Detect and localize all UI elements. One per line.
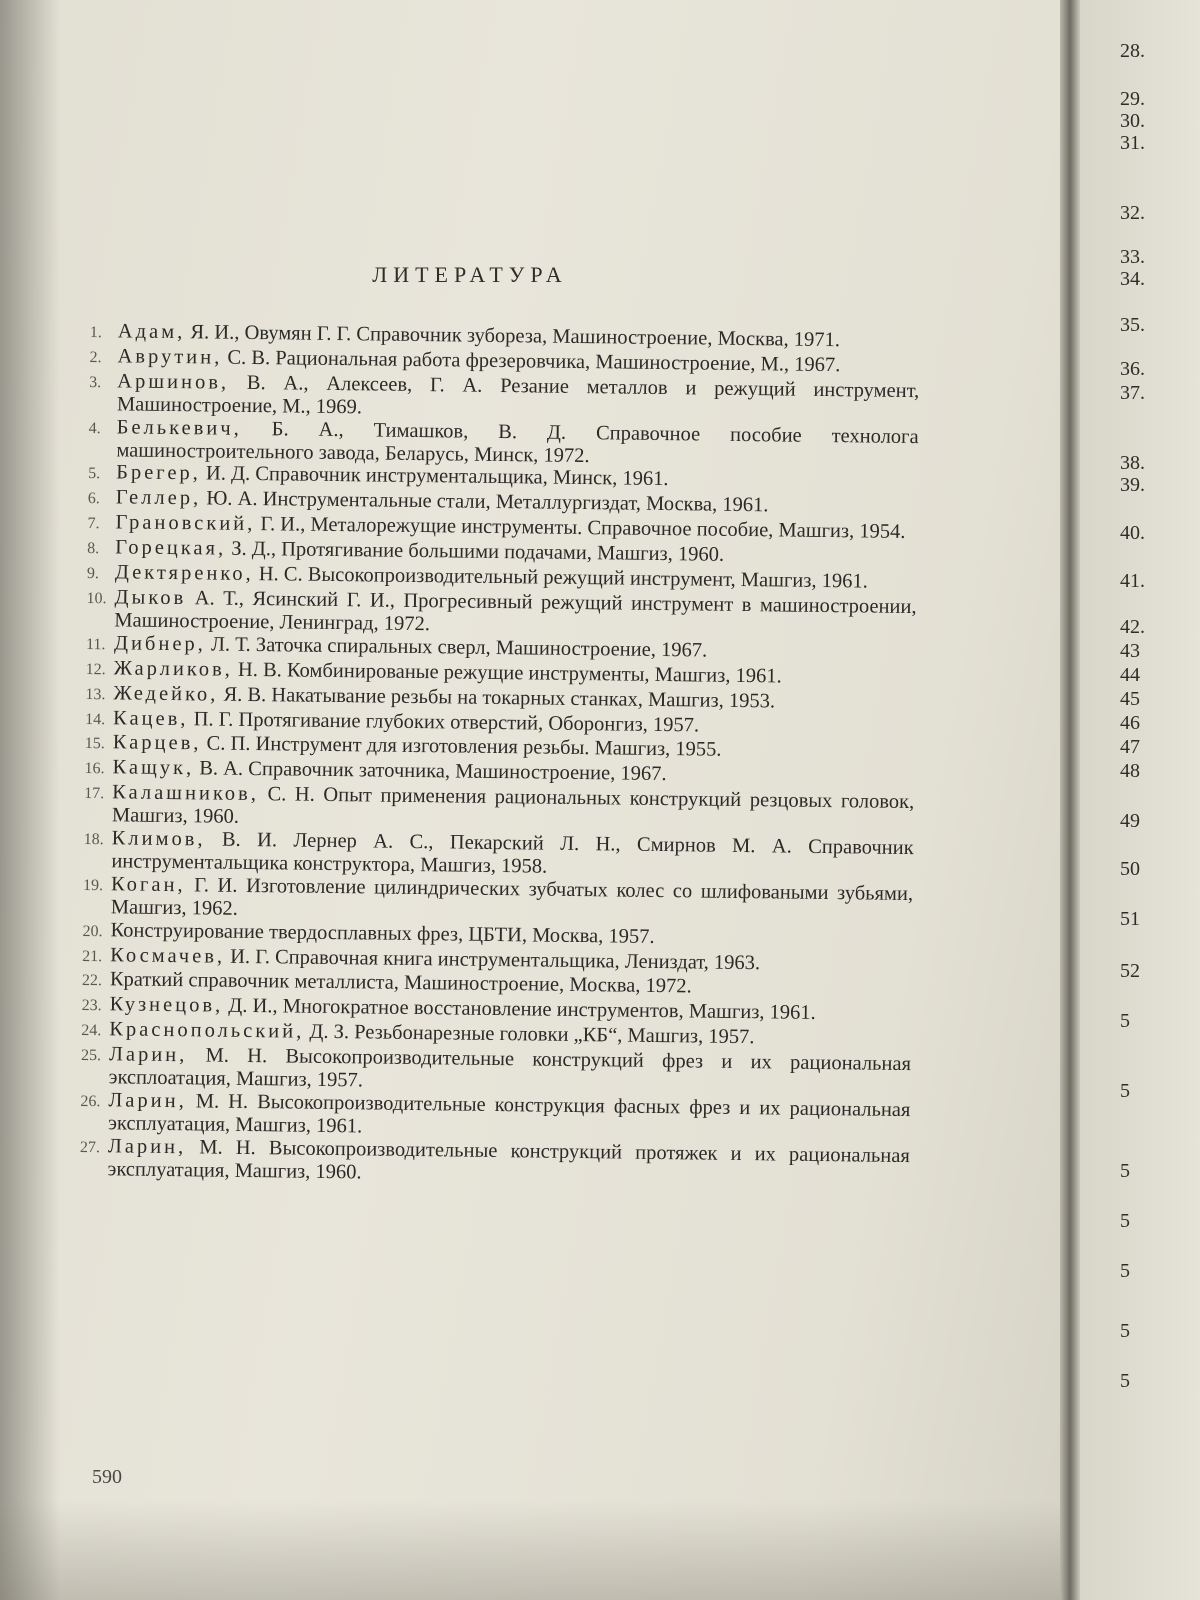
reference-item — [79, 1135, 909, 1191]
reference-number: 6. — [87, 490, 100, 508]
reference-number: 16. — [84, 760, 105, 778]
reference-number: 4. — [88, 419, 101, 437]
right-page-ref-number: 31. — [1120, 132, 1145, 154]
right-page-ref-number: 49 — [1120, 810, 1140, 832]
page-shadow — [0, 0, 60, 1600]
reference-number: 13. — [85, 685, 106, 703]
reference-number: 26. — [80, 1092, 101, 1111]
reference-author: Брегер, — [116, 461, 201, 485]
reference-details: Я. В. Накатывание резьбы на токарных станках, Машгиз, 1953. — [223, 683, 776, 712]
page-number: 590 — [92, 1466, 122, 1488]
right-page-ref-number: 5 — [1120, 1160, 1130, 1182]
reference-author: Краснопольский, — [109, 1018, 305, 1043]
reference-number: 14. — [85, 710, 106, 728]
right-page — [1080, 0, 1200, 1600]
reference-number: 23. — [81, 997, 102, 1015]
reference-number: 2. — [89, 348, 102, 367]
reference-author: Дектяренко, — [114, 561, 254, 586]
reference-details: А. Т., Ясинский Г. И., Прогресивный режущий инструмент в машиностроении, Машиностроение, Ленинград, 1972. — [114, 587, 917, 636]
reference-number: 7. — [87, 515, 100, 533]
reference-number: 8. — [87, 540, 100, 558]
right-page-ref-number: 34. — [1120, 268, 1145, 290]
reference-details: Краткий справочник металлиста, Машиностроение, Москва, 1972. — [109, 968, 692, 998]
reference-author: Ларин, — [107, 1135, 187, 1159]
right-page-ref-number: 29. — [1120, 88, 1145, 110]
reference-details: Я. И., Овумян Г. Г. Справочник зубореза, Машиностроение, Москва, 1971. — [190, 321, 841, 352]
right-page-ref-number: 45 — [1120, 688, 1140, 710]
reference-details: И. Д. Справочник инструментальщика, Минск, 1961. — [205, 462, 669, 491]
reference-author: Кацев, — [113, 706, 189, 730]
right-page-ref-number: 5 — [1120, 1010, 1130, 1032]
reference-author: Калашников, — [112, 781, 260, 806]
reference-number: 19. — [82, 876, 104, 895]
reference-number: 9. — [86, 565, 100, 583]
right-page-ref-number: 50 — [1120, 858, 1140, 880]
reference-author: Аврутин, — [117, 345, 223, 369]
reference-number: 21. — [82, 947, 103, 965]
right-page-ref-number: 52 — [1120, 960, 1140, 982]
reference-author: Жарликов, — [113, 657, 234, 681]
reference-details: В. А. Справочник заточника, Машиностроение, 1967. — [199, 757, 667, 786]
reference-details: С. П. Инструмент для изготовления резьбы. Машгиз, 1955. — [206, 732, 722, 762]
right-page-ref-number: 32. — [1120, 202, 1145, 224]
reference-author: Аршинов, — [117, 370, 230, 394]
reference-number: 17. — [84, 785, 105, 803]
reference-details: М. Н. Высокопроизводительные конструкций протяжек и их рациональная эксплуатация, Машгиз, 1960. — [107, 1136, 910, 1184]
right-page-ref-number: 37. — [1120, 382, 1145, 404]
right-page-ref-number: 5 — [1120, 1320, 1130, 1342]
reference-details: В. И. Лернер А. С., Пекарский Л. Н., Смирнов М. А. Справочник инструментальщика конструктора, Машгиз, 1958. — [111, 828, 914, 878]
reference-number: 11. — [85, 635, 106, 653]
right-page-ref-number: 46 — [1120, 712, 1140, 734]
reference-details: Г. И., Металорежущие инструменты. Справочное пособие, Машгиз, 1954. — [260, 513, 906, 544]
reference-number: 3. — [89, 373, 102, 391]
right-page-ref-number: 41. — [1120, 570, 1145, 592]
reference-number: 18. — [83, 830, 104, 849]
book-gutter — [1060, 0, 1080, 1600]
reference-details: Конструирование твердосплавных фрез, ЦБТИ, Москва, 1957. — [110, 918, 655, 948]
reference-details: Г. И. Изготовление цилиндрических зубчатых колес со шлифоваными зубьями, Машгиз, 1962. — [110, 874, 914, 920]
reference-author: Белькевич, — [116, 415, 242, 440]
reference-details: Б. А., Тимашков, В. Д. Справочное пособие технолога машиностроительного завода, Беларусь, Минск, 1972. — [116, 417, 919, 467]
reference-details: Н. В. Комбинированые режущие инструменты, Машгиз, 1961. — [237, 658, 782, 688]
reference-author: Дыков — [114, 586, 187, 610]
reference-author: Климов, — [111, 827, 206, 851]
reference-author: Коган, — [110, 873, 186, 897]
reference-author: Адам, — [117, 320, 186, 344]
reference-details: П. Г. Протягивание глубоких отверстий, Оборонгиз, 1957. — [193, 707, 700, 736]
right-page-ref-number: 28. — [1120, 40, 1145, 62]
reference-details: Ю. А. Инструментальные стали, Металлургиздат, Москва, 1961. — [206, 487, 769, 517]
right-page-ref-number: 43 — [1120, 640, 1140, 662]
right-page-ref-number: 5 — [1120, 1210, 1130, 1232]
reference-details: Д. И., Многократное восстановление инструментов, Машгиз, 1961. — [228, 995, 816, 1025]
right-page-ref-number: 38. — [1120, 452, 1145, 474]
reference-details: С. В. Рациональная работа фрезеровчика, Машиностроение, М., 1967. — [227, 346, 841, 377]
right-page-ref-number: 33. — [1120, 246, 1145, 268]
right-page-ref-number: 5 — [1120, 1370, 1130, 1392]
page-title: ЛИТЕРАТУРА — [372, 262, 568, 287]
right-page-ref-number: 39. — [1120, 474, 1145, 496]
reference-author: Грановский, — [115, 511, 256, 536]
reference-author: Жедейко, — [113, 681, 219, 706]
reference-author: Ларин, — [108, 1043, 188, 1067]
reference-number: 10. — [86, 589, 107, 608]
reference-details: И. Г. Справочная книга инструментальщика, Лениздат, 1963. — [230, 945, 761, 974]
right-page-ref-number: 5 — [1120, 1080, 1130, 1102]
right-page-ref-number: 48 — [1120, 760, 1140, 782]
reference-author: Кузнецов, — [109, 993, 224, 1018]
right-page-ref-number: 36. — [1120, 358, 1145, 380]
reference-number: 27. — [79, 1138, 100, 1156]
reference-details: Д. З. Резьбонарезные головки „КБ“, Машгиз, 1957. — [309, 1021, 755, 1049]
reference-details: Л. Т. Заточка спиральных сверл, Машиностроение, 1967. — [210, 633, 708, 662]
reference-number: 20. — [82, 922, 103, 940]
reference-details: В. А., Алексеев, Г. А. Резание металлов и режущий инструмент, Машиностроение, М., 1969. — [116, 371, 920, 419]
reference-author: Геллер, — [115, 486, 202, 510]
right-page-ref-number: 40. — [1120, 522, 1145, 544]
reference-number: 12. — [85, 660, 106, 678]
right-page-ref-number: 47 — [1120, 736, 1140, 758]
right-page-ref-number: 51 — [1120, 908, 1140, 930]
reference-author: Ларин, — [108, 1089, 187, 1113]
right-page-ref-number: 44 — [1120, 664, 1140, 686]
right-page-ref-number: 30. — [1120, 110, 1145, 132]
right-page-ref-number: 42. — [1120, 616, 1145, 638]
reference-author: Карцев, — [112, 731, 202, 755]
reference-number: 24. — [81, 1022, 102, 1040]
right-page-ref-number: 5 — [1120, 1260, 1130, 1282]
reference-author: Космачев, — [110, 943, 226, 968]
reference-author: Дибнер, — [113, 632, 207, 656]
page-edge — [0, 1500, 1060, 1600]
reference-number: 22. — [81, 972, 103, 990]
reference-number: 1. — [89, 323, 102, 342]
reference-author: Горецкая, — [115, 536, 227, 560]
reference-details: Н. С. Высокопроизводительный режущий инструмент, Машгиз, 1961. — [258, 563, 868, 593]
reference-details: З. Д., Протягивание большими подачами, Машгиз, 1960. — [231, 537, 725, 566]
reference-details: М. Н. Высокопроизводительные конструкций фрез и их рациональная эксплоатация, Машгиз, 1957. — [108, 1044, 912, 1092]
reference-details: М. Н. Высокопроизводительные конструкция фасных фрез и их рациональная эксплуатация, Машгиз, 1961. — [108, 1090, 911, 1138]
reference-author: Кащук, — [112, 756, 195, 780]
reference-text — [107, 1135, 909, 1191]
right-page-ref-number: 35. — [1120, 314, 1145, 336]
reference-number: 5. — [88, 465, 101, 483]
reference-number: 15. — [84, 735, 105, 753]
reference-list — [79, 320, 919, 1191]
reference-number: 25. — [80, 1047, 102, 1065]
reference-details: С. Н. Опыт применения рациональных конструкций резцовых головок, Машгиз, 1960. — [111, 783, 915, 828]
